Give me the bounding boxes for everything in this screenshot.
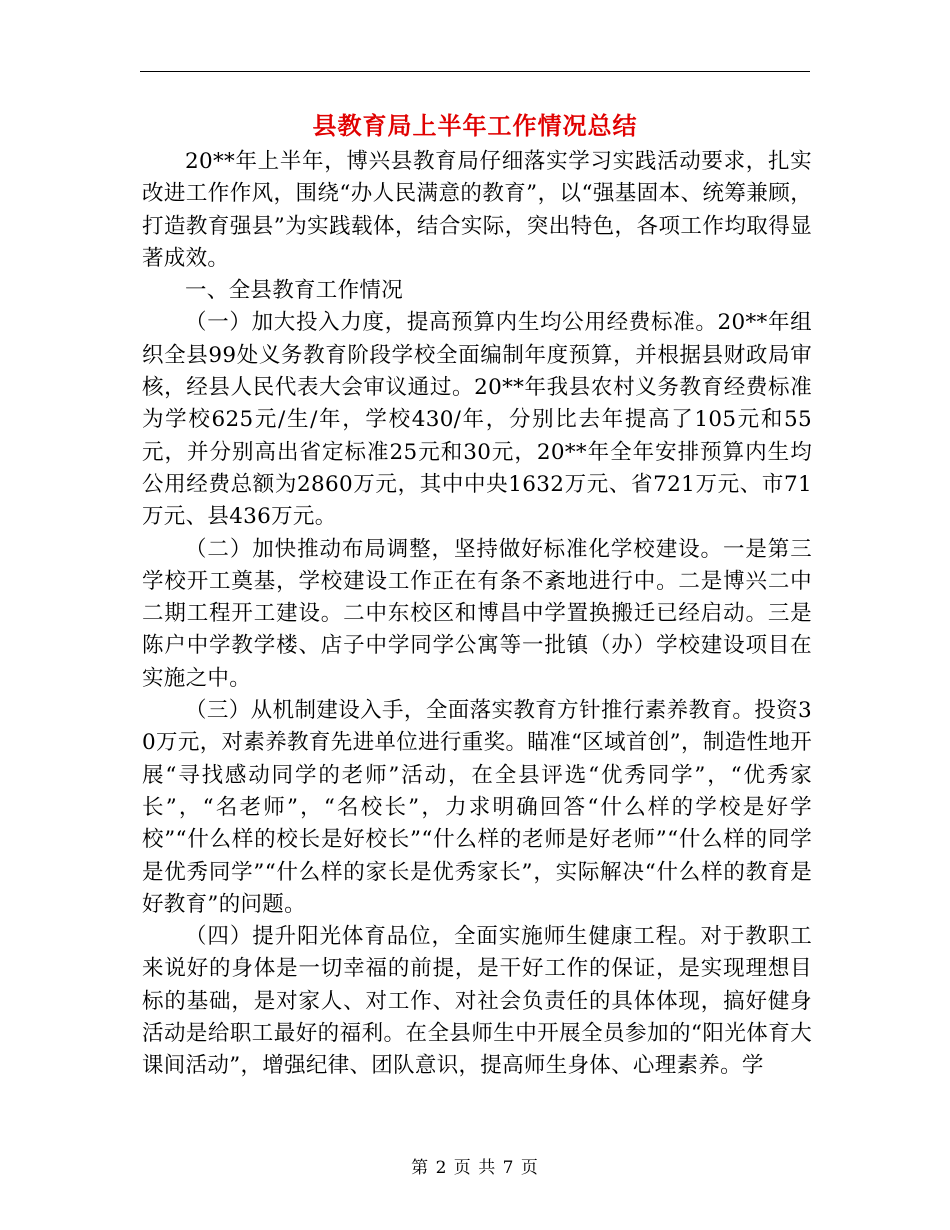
footer-prefix: 第 (411, 1158, 430, 1178)
paragraph-school-construction: （二）加快推动布局调整，坚持做好标准化学校建设。一是第三学校开工奠基，学校建设工作正在有条不紊地进行中。二是博兴二中二期工程开工建设。二中东校区和博昌中学置换搬迁已经启动。三是陈户中学教学楼、店子中学同学公寓等一批镇（办）学校建设项目在实施之中。 (142, 536, 812, 691)
page-footer (0, 1153, 950, 1178)
paragraph-intro: 20**年上半年，博兴县教育局仔细落实学习实践活动要求，扎实改进工作作风，围绕“办人民满意的教育”，以“强基固本、统筹兼顾，打造教育强县”为实践载体，结合实际，突出特色，各项工作均取得显著成效。 (142, 149, 812, 271)
footer-current-page: 2 (435, 1158, 448, 1178)
footer-suffix: 页 (520, 1158, 539, 1178)
paragraph-budget: （一）加大投入力度，提高预算内生均公用经费标准。20**年组织全县99处义务教育阶段学校全面编制年度预算，并根据县财政局审核，经县人民代表大会审议通过。20**年我县农村义务教育经费标准为学校625元/生/年，学校430/年，分别比去年提高了105元和55元，并分别高出省定标准25元和30元，20**年全年安排预算内生均公用经费总额为2860万元，其中中央1632万元、省721万元、市71万元、县436万元。 (142, 310, 812, 530)
paragraph-sunshine-sports: （四）提升阳光体育品位，全面实施师生健康工程。对于教职工来说好的身体是一切幸福的前提，是干好工作的保证，是实现理想目标的基础，是对家人、对工作、对社会负责任的具体体现，搞好健身活动是给职工最好的福利。在全县师生中开展全员参加的“阳光体育大课间活动”，增强纪律、团队意识，提高师生身体、心理素养。学 (142, 924, 812, 1079)
document-body (142, 146, 812, 1083)
footer-middle: 页 共 (453, 1158, 497, 1178)
document-title: 县教育局上半年工作情况总结 (312, 111, 638, 140)
paragraph-quality-education: （三）从机制建设入手，全面落实教育方针推行素养教育。投资30万元，对素养教育先进单位进行重奖。瞄准“区域首创”，制造性地开展“寻找感动同学的老师”活动，在全县评选“优秀同学”，“优秀家长”，“名老师”，“名校长”，力求明确回答“什么样的学校是好学校”“什么样的校长是好校长”“什么样的老师是好老师”“什么样的同学是优秀同学”“什么样的家长是优秀家长”，实际解决“什么样的教育是好教育”的问题。 (142, 698, 812, 917)
section-heading: 一、全县教育工作情况 (185, 278, 404, 304)
footer-total-pages: 7 (502, 1158, 515, 1178)
header-rule (140, 71, 810, 72)
